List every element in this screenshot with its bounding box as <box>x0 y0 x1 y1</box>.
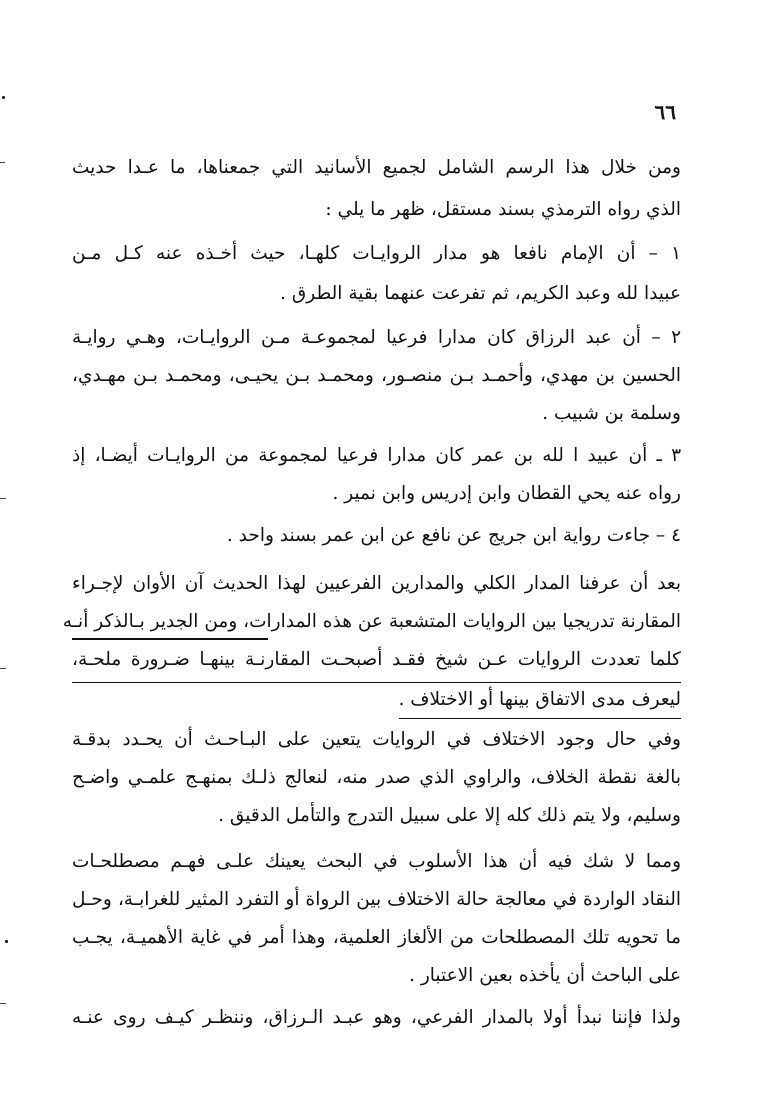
text-line: ما تحويه تلك المصطلحات من الألغاز العلمية، وهذا أمر في غاية الأهميـة، يجـب <box>72 927 681 948</box>
text-line: ٣ ـ أن عبيد ا لله بن عمر كان مدارا فرعيا لمجموعة من الروايـات أيضـا، إذ <box>72 445 681 466</box>
scan-mark <box>0 162 5 163</box>
text-line: ومن خلال هذا الرسم الشامل لجميع الأسانيد التي جمعناها، ما عـدا حديث <box>72 157 681 178</box>
underline-mark <box>72 638 268 640</box>
page-number: ٦٦ <box>654 100 676 124</box>
text-line: الحسين بن مهدي، وأحمـد بـن منصـور، ومحمـد بـن يحيـى، ومحمـد بـن مهـدي، <box>72 365 681 386</box>
underlined-text-line <box>399 680 681 720</box>
text-line: ومما لا شك فيه أن هذا الأسلوب في البحث يعينك علـى فهـم مصطلحـات <box>72 851 681 872</box>
text-line: على الباحث أن يأخذه بعين الاعتبار . <box>409 965 681 986</box>
scan-mark <box>0 1003 6 1004</box>
text-line: وفي حال وجود الاختلاف في الروايات يتعين على البـاحـث أن يحـدد بدقـة <box>72 729 681 750</box>
text-line: ١ – أن الإمام نافعا هو مدار الروايـات كلهـا، حيث أخـذه عنه كـل مـن <box>72 243 681 264</box>
text-line: رواه عنه يحي القطان وابن إدريس وابن نمير . <box>332 483 681 504</box>
text-line: عبيدا لله وعبد الكريم، ثم تفرعت عنهما بقية الطرق . <box>280 283 681 304</box>
text-line: ولذا فإننا نبدأ أولا بالمدار الفرعي، وهو عبـد الـرزاق، وننظـر كيـف روى عنـه <box>72 1007 681 1028</box>
text-line: بالغة نقطة الخلاف، والراوي الذي صدر منه، لنعالج ذلـك بمنهـج علمـي واضـح <box>72 767 681 788</box>
text-line: وسليم، ولا يتم ذلك كله إلا على سبيل التدرج والتأمل الدقيق . <box>218 805 681 826</box>
scan-mark <box>2 96 5 99</box>
scan-mark <box>5 940 8 943</box>
text-line: النقاد الواردة في معالجة حالة الاختلاف بين الرواة أو التفرد المثير للغرابـة، وحـل <box>72 889 681 910</box>
text-line: ٤ – جاءت رواية ابن جريج عن نافع عن ابن عمر بسند واحد . <box>226 525 681 546</box>
text-line: بعد أن عرفنا المدار الكلي والمدارين الفرعيين لهذا الحديث آن الأوان لإجـراء <box>72 573 681 594</box>
scan-mark <box>0 498 6 499</box>
text-line: المقارنة تدريجيا بين الروايات المتشعبة عن هذه المدارات، ومن الجدير بـالذكر أنـه <box>62 611 681 632</box>
text-line: وسلمة بن شبيب . <box>542 403 681 424</box>
scan-mark <box>0 668 6 669</box>
text-line: ٢ – أن عبد الرزاق كان مدارا فرعيا لمجموعـة مـن الروايـات، وهـي روايـة <box>72 327 681 348</box>
underlined-text-line: كلما تعددت الروايات عـن شيخ فقـد أصبحـت المقارنـة بينهـا ضـرورة ملحـة، <box>72 642 681 683</box>
underlined-text: ليعرف مدى الاتفاق بينها أو الاختلاف . <box>399 682 681 719</box>
text-line: الذي رواه الترمذي بسند مستقل، ظهر ما يلي : <box>325 199 681 220</box>
